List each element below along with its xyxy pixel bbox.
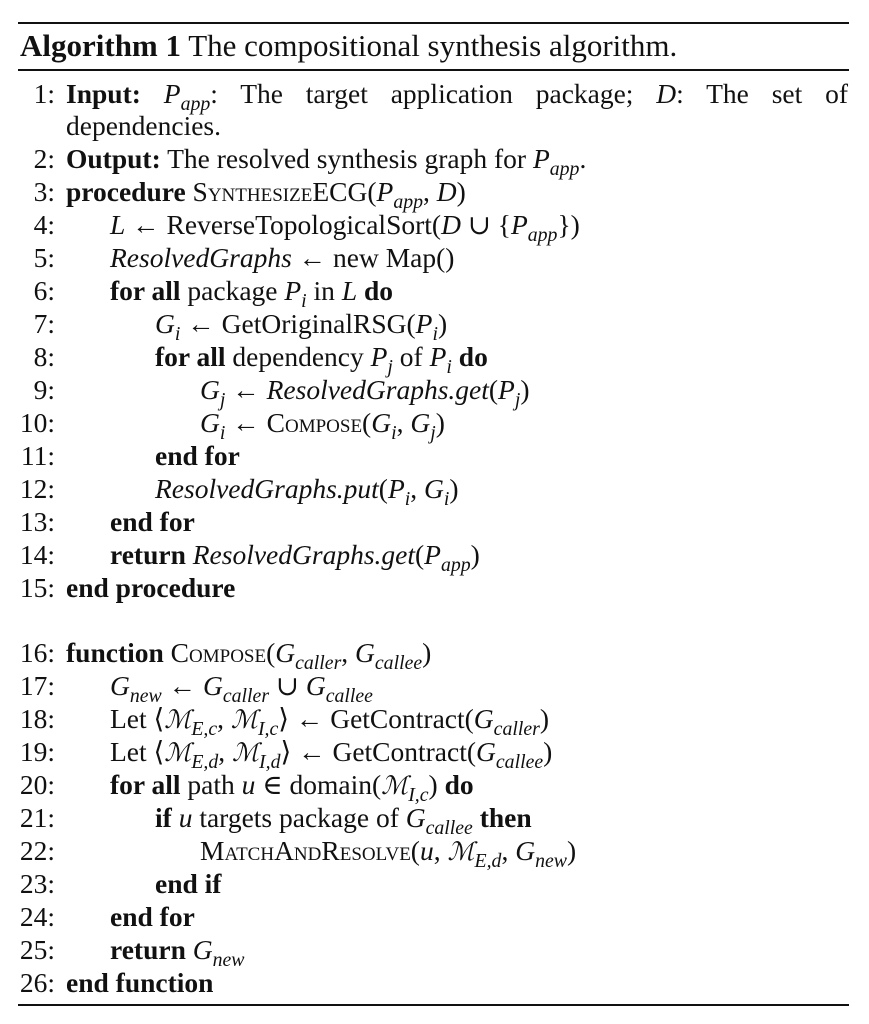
- line-text: Input: $P_{app}$: The target application package; D: The set of: [66, 78, 848, 115]
- caption-rule: [18, 69, 849, 71]
- algorithm-line: [0, 835, 869, 872]
- algorithm-line: [0, 275, 869, 312]
- line-text: end if: [155, 868, 222, 899]
- line-text: Let ⟨ℳ$_{E,d}$, ℳ$_{I,d}$⟩ ← $GetContract(G_{callee})$: [110, 736, 553, 773]
- line-text: $G_j$ ← $ResolvedGraphs.get(P_j)$: [200, 374, 530, 411]
- algorithm-line: [0, 176, 869, 213]
- line-text: for all dependency $P_j$ of $P_i$ do: [155, 341, 488, 378]
- line-number: 25:: [19, 934, 55, 965]
- line-number: 23:: [19, 868, 55, 899]
- line-text: $G_i$ ← $Compose(G_i$, $G_j$): [200, 407, 445, 444]
- line-number: 9:: [33, 374, 55, 405]
- algorithm-line: [0, 341, 869, 378]
- algorithm-line: [0, 769, 869, 806]
- algorithm-line: [0, 934, 869, 971]
- line-text: return $ResolvedGraphs.get(P_{app})$: [110, 539, 480, 576]
- caption-title: The compositional synthesis algorithm.: [188, 28, 678, 63]
- algorithm-line: [0, 637, 869, 674]
- line-number: 14:: [19, 539, 55, 570]
- algorithm-line: [0, 407, 869, 444]
- line-number: 1:: [33, 78, 55, 109]
- line-number: 4:: [33, 209, 55, 240]
- algorithm-line: [0, 539, 869, 576]
- algorithm-line: [0, 506, 869, 538]
- line-number: 2:: [33, 143, 55, 174]
- algorithm-line: [0, 572, 869, 604]
- line-text: Output: The resolved synthesis graph for $P_{app}$.: [66, 143, 587, 180]
- algorithm-line: [0, 736, 869, 773]
- line-text: return $G_{new}$: [110, 934, 245, 971]
- line-text: if u targets package of $G_{callee}$ then: [155, 802, 532, 839]
- algorithm-line: [0, 440, 869, 472]
- algorithm-line: [0, 78, 869, 115]
- line-text: MatchAndResolve(u, ℳ$_{E,d}$, $G_{new}$): [200, 835, 577, 872]
- line-number: 19:: [19, 736, 55, 767]
- algorithm-line: [0, 703, 869, 740]
- line-text: $G_{new}$ ← $G_{caller}$ ∪ $G_{callee}$: [110, 670, 373, 707]
- line-text: end function: [66, 967, 214, 998]
- line-number: 11:: [20, 440, 55, 471]
- line-number: 12:: [19, 473, 55, 504]
- line-number: 7:: [33, 308, 55, 339]
- line-text: Let ⟨ℳ$_{E,c}$, ℳ$_{I,c}$⟩ ← $GetContract(G_{caller})$: [110, 703, 549, 740]
- line-number: 3:: [33, 176, 55, 207]
- line-number: 16:: [19, 637, 55, 668]
- line-number: 24:: [19, 901, 55, 932]
- algorithm-line: [0, 473, 869, 510]
- line-number: 5:: [33, 242, 55, 273]
- line-text: function $Compose(G_{caller}$, $G_{callee}$): [66, 637, 432, 674]
- line-text: procedure $SynthesizeECG(P_{app}$, D): [66, 176, 466, 213]
- line-text: $G_i$ ← $GetOriginalRSG(P_i)$: [155, 308, 448, 345]
- algorithm-caption: [20, 26, 677, 66]
- line-number: 20:: [19, 769, 55, 800]
- line-number: 15:: [19, 572, 55, 603]
- algorithm-line: [0, 143, 869, 180]
- line-number: 21:: [19, 802, 55, 833]
- line-number: 13:: [19, 506, 55, 537]
- algorithm-line: [0, 802, 869, 839]
- algorithm-line: [0, 670, 869, 707]
- line-text: for all path u ∈ domain(ℳ$_{I,c}$) do: [110, 769, 474, 806]
- algorithm-line: [0, 967, 869, 999]
- line-text: L ← ReverseTopologicalSort(D ∪ $\{P_{app}\}$): [110, 209, 580, 246]
- line-text: for all package $P_i$ in L do: [110, 275, 394, 312]
- line-text: end for: [110, 506, 195, 537]
- line-text: ResolvedGraphs ← new Map(): [110, 242, 455, 273]
- algorithm-line: [0, 110, 869, 142]
- algorithm-line: [0, 901, 869, 933]
- algorithm-line: [0, 374, 869, 411]
- line-number: 18:: [19, 703, 55, 734]
- line-text: $ResolvedGraphs.put(P_i$, $G_i$): [155, 473, 459, 510]
- line-number: 10:: [19, 407, 55, 438]
- top-rule: [18, 22, 849, 24]
- algorithm-line: [0, 868, 869, 900]
- line-number: 17:: [19, 670, 55, 701]
- line-text: dependencies.: [66, 110, 221, 141]
- algorithm-line: [0, 308, 869, 345]
- line-text: end for: [110, 901, 195, 932]
- line-number: 26:: [19, 967, 55, 998]
- line-text: end procedure: [66, 572, 236, 603]
- bottom-rule: [18, 1004, 849, 1006]
- line-number: 8:: [33, 341, 55, 372]
- line-text: end for: [155, 440, 240, 471]
- line-number: 6:: [33, 275, 55, 306]
- algorithm-line: [0, 242, 869, 274]
- algorithm-line: [0, 209, 869, 246]
- caption-label: Algorithm 1: [20, 28, 182, 63]
- line-number: 22:: [19, 835, 55, 866]
